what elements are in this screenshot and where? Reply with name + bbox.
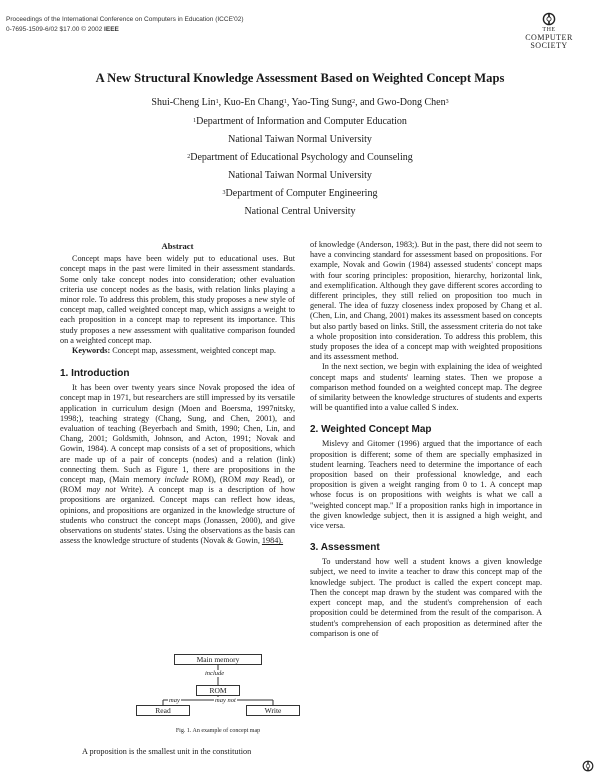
section-3-heading: 3. Assessment xyxy=(310,542,380,554)
author-3-mark: 2 xyxy=(352,99,356,105)
publisher-name: IEEE xyxy=(104,26,119,33)
isbn-line xyxy=(6,26,119,34)
keywords-label: Keywords: xyxy=(72,346,111,356)
affiliation-2-university: National Taiwan Normal University xyxy=(228,170,372,181)
intro-p1-mid2: Read), or (ROM xyxy=(60,475,295,495)
intro-p1-end: Write). A concept map is a description of how propositions are organized. Concept maps can reflect how ideas, opinions, and propositions are organized in the knowledge structure of students who construct the concept maps (Jonassen, 2000), and give observations on students' states. Using the observations as the basis can assess the knowledge structure of students (Novak & Gowin, xyxy=(60,485,295,546)
concept-map-figure xyxy=(118,654,318,716)
affiliation-1-dept xyxy=(0,116,600,128)
affiliation-1-dept-text: Department of Information and Computer Education xyxy=(196,116,407,127)
intro-p1-em2: may xyxy=(245,475,259,485)
figure-caption: Fig. 1. An example of concept map xyxy=(175,728,261,734)
author-4-mark: 3 xyxy=(445,99,449,105)
node-write: Write xyxy=(246,705,300,716)
intro-p1-underlined: 1984). xyxy=(261,536,284,546)
affiliation-1-mark: 1 xyxy=(193,118,197,124)
intro-p1-em1: include xyxy=(164,475,189,485)
affiliation-3-university: National Central University xyxy=(244,206,356,217)
logo-line-computer: COMPUTER xyxy=(525,33,573,42)
isbn-text: 0-7695-1509-6/02 $17.00 © 2002 xyxy=(6,26,105,33)
proceedings-header: Proceedings of the International Conference on Computers in Education (ICCE'02) xyxy=(6,16,244,23)
intro-after-figure: A proposition is the smallest unit in the constitution xyxy=(82,747,252,756)
abstract-heading: Abstract xyxy=(161,241,194,251)
node-rom: ROM xyxy=(196,685,240,696)
section-2-paragraph: Mislevy and Gitomer (1996) argued that the importance of each proposition is different; some of them are specially emphasized in student learning. Teachers need to determine the importance of each proposition based on their professional knowledge, and each proposition is given a weight ranging from 0 to 1. A concept map whose focus is on propositions with weights is what we call a "weighted concept map." If a proposition ranks high in importance in the given knowledge subject, then it is assigned a high weight, and vice versa. xyxy=(310,439,542,531)
intro-p1-em3: may not xyxy=(86,485,116,495)
abstract-body: Concept maps have been widely put to educational uses. But concept maps in the past were limited in their assessment standards. Some only take concept nodes into consideration; other evaluation criteria use concept nodes as the basis, with relation links playing a minor role. To address this problem, this study proposes a new style of concept map, called weighted concept map, which assigns a weight to each proposition in a concept map to represent its importance. This study proposes a new assessment with qualitative comparison founded on a weighted concept map. xyxy=(60,254,295,345)
link-label-may: may xyxy=(169,697,180,704)
affiliation-3-mark: 3 xyxy=(222,190,226,196)
society-emblem-icon xyxy=(542,12,556,26)
right-paragraph-1: of knowledge (Anderson, 1983;). But in the past, there did not seem to have a convincing standard for assessment based on propositions. For example, Novak and Gowin (1984) assessed students' concept maps with four scoring principles: proposition, hierarchy, horizontal link, and exemplification. Although they gave different scores according to different principles, they still relied on proposition too much in general. The idea of fuzzy closeness index proposed by Chang et al. (Chen, Lin, and Chang, 2001) makes its assessment based on concepts but also partly based on links. Still, the assessment criteria do not take a whole proposition into consideration. To address this problem, this study proposes the idea of a concept map with weighted propositions and its assessment method. xyxy=(310,240,542,362)
link-label-include: include xyxy=(205,670,225,677)
intro-p1-mid1: ROM), (ROM xyxy=(188,475,246,485)
intro-paragraph xyxy=(60,383,295,546)
author-list xyxy=(0,97,600,109)
intro-heading: 1. Introduction xyxy=(60,368,130,380)
author-2-mark: 1 xyxy=(283,99,287,105)
keywords-line xyxy=(60,346,295,356)
affiliation-2-dept-text: Department of Educational Psychology and Counseling xyxy=(190,152,413,163)
right-column xyxy=(310,240,542,639)
footer-emblem-icon xyxy=(582,760,594,772)
affiliation-2-dept xyxy=(0,152,600,164)
section-3-paragraph: To understand how well a student knows a given knowledge subject, we need to invite a teacher to draw this concept map of the knowledge subject. The product is called the expert concept map. Then the concept map drawn by the student was compared with the expert concept map, and the student's comprehension of each proposition could be determined from the result of the comparison. A student's comprehension of each proposition as determined after the comparison is one of xyxy=(310,557,542,638)
left-column xyxy=(60,241,295,546)
intro-p1-start: It has been over twenty years since Novak proposed the idea of concept map in 1971, but researchers are still impressed by its versatile application in curriculum design (Moen and Boersma, 1997nitsky, 1998;), teaching strategy (Chang, Sung, and Chen, 2001), and evaluation of teaching (Beyerbach and Smith, 1990; Chen, Lin, and Chang, 2001; Goldsmith, Johnson, and Acton, 1991; Novak and Gowin, 1984). A concept map consists of a set of propositions, which are made up of a pair of concepts (nodes) and a relation (link) connecting them. Such as Figure 1, there are propositions in the concept map, (Main memory xyxy=(60,383,295,485)
author-3: , Yao-Ting Sung xyxy=(286,97,353,108)
affiliation-3-dept-text: Department of Computer Engineering xyxy=(225,188,378,199)
affiliation-1-university: National Taiwan Normal University xyxy=(228,134,372,145)
affiliation-2-mark: 2 xyxy=(187,154,191,160)
keywords-text: Concept map, assessment, weighted concept map. xyxy=(110,346,276,356)
logo-line-the: THE xyxy=(542,27,556,33)
section-2-heading: 2. Weighted Concept Map xyxy=(310,424,432,436)
author-1-mark: 1 xyxy=(215,99,219,105)
node-read: Read xyxy=(136,705,190,716)
right-paragraph-2: In the next section, we begin with explaining the idea of weighted concept maps and students' learning states. Then we propose a comparison method founded on a weighted concept map. The degree of similarity between the knowledge structures of students and experts will be quantified into a value called S index. xyxy=(310,362,542,413)
author-2: , Kuo-En Chang xyxy=(218,97,284,108)
link-label-may-not: may not xyxy=(215,697,236,704)
author-1: Shui-Cheng Lin xyxy=(151,97,216,108)
computer-society-logo xyxy=(518,12,580,50)
paper-title: A New Structural Knowledge Assessment Based on Weighted Concept Maps xyxy=(95,71,505,85)
intro-continuation xyxy=(60,747,310,757)
author-4: , and Gwo-Dong Chen xyxy=(355,97,446,108)
affiliation-3-dept xyxy=(0,188,600,200)
logo-line-society: SOCIETY xyxy=(530,41,568,50)
node-main-memory: Main memory xyxy=(174,654,262,665)
